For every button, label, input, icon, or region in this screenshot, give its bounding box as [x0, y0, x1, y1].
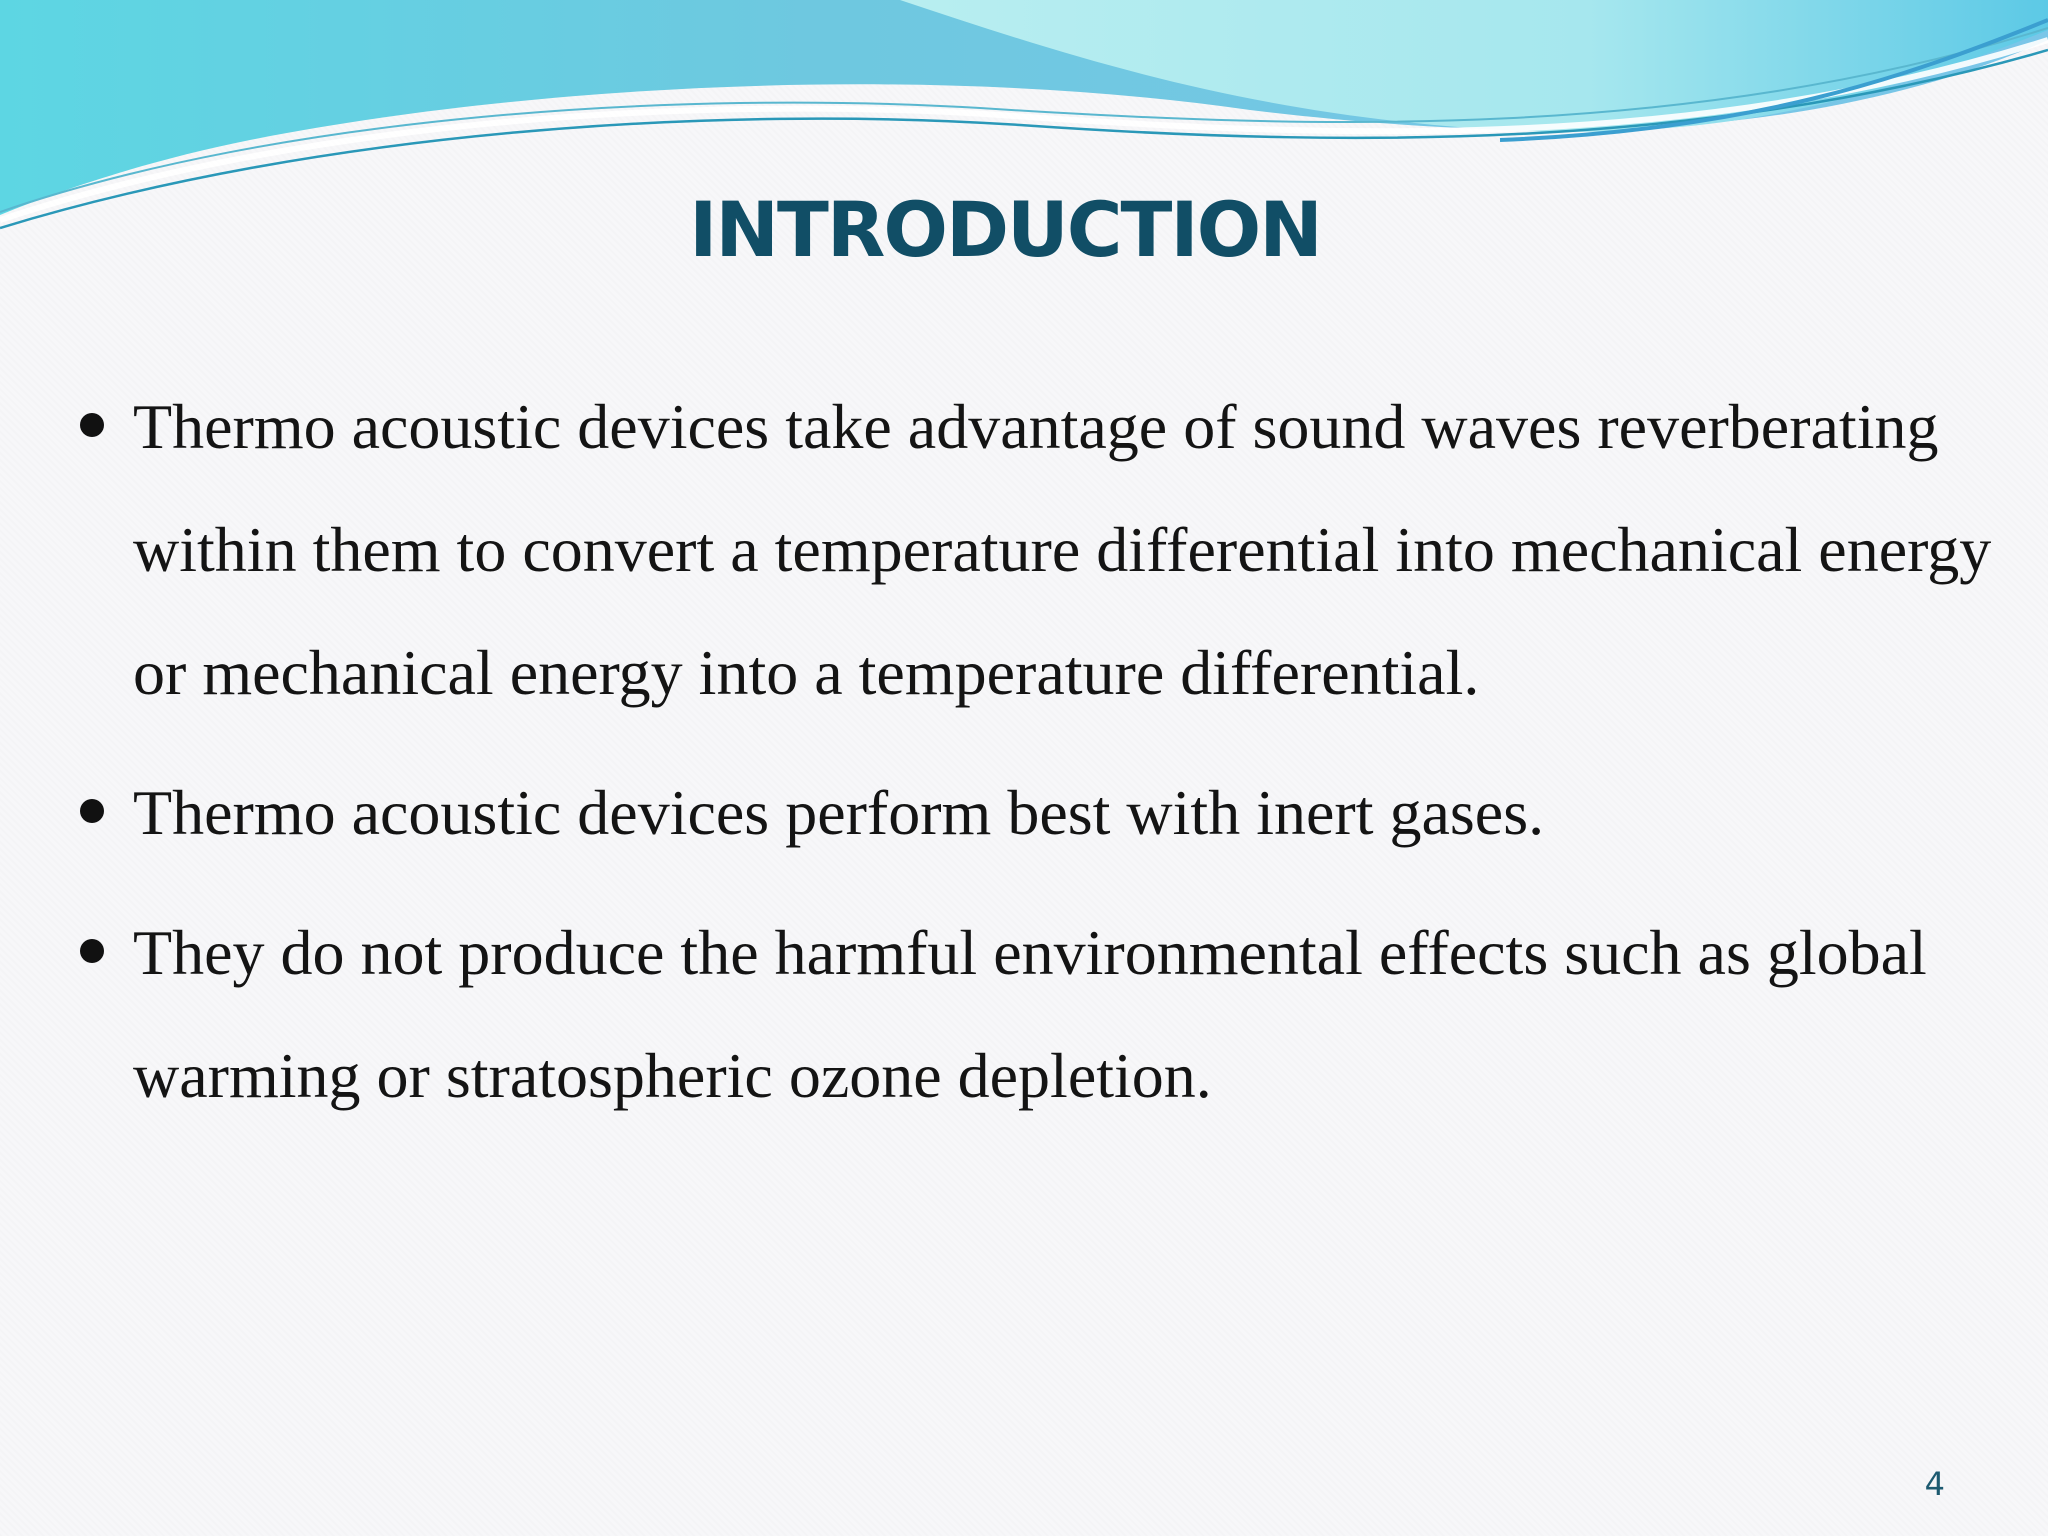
bullet-dot-icon — [80, 939, 104, 963]
bullet-text: Thermo acoustic devices perform best with inert gases. — [133, 777, 1545, 848]
bullet-item — [72, 751, 1992, 874]
bullet-list — [72, 365, 1992, 1154]
slide-title: INTRODUCTION — [689, 185, 1321, 274]
page-number: 4 — [1924, 1465, 1945, 1503]
bullet-text: They do not produce the harmful environmental effects such as global warming or stratospheric ozone depletion. — [133, 917, 1927, 1111]
bullet-dot-icon — [80, 413, 104, 437]
bullet-item — [72, 891, 1992, 1137]
bullet-item — [72, 365, 1992, 734]
bullet-dot-icon — [80, 799, 104, 823]
bullet-text: Thermo acoustic devices take advantage of sound waves reverberating within them to convert a temperature differential into mechanical energy or mechanical energy into a temperature differential. — [133, 391, 1992, 708]
